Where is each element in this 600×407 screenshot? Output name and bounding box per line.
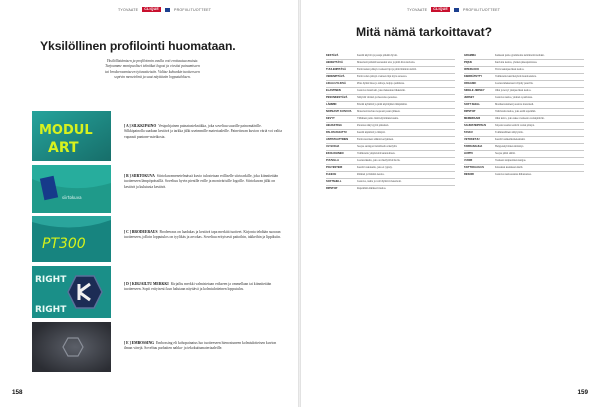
method-d-text: Kirjailtu merkki valmistetaan erikseen ja ommellaan tai kiinnitetään tuotteeseen. Sopii erityisesti kun halutaan näyttävä ja kolmiulotteinen lopputulos. <box>124 282 272 292</box>
glossary-term: RIPSTOP <box>326 187 338 190</box>
glossary-term: LIKAA HYLKIVÄ <box>326 82 346 85</box>
glossary-definition: Pinta hylkii likaa ja tahroja, helppo puhdistaa. <box>357 82 405 85</box>
method-e-label: [ E ] EMBOSSING <box>124 341 155 345</box>
glossary-term: PALOSUOJATTU <box>326 131 347 134</box>
glossary-entry <box>464 59 584 66</box>
glossary-definition: Kestävä sulkemismekanismi. <box>495 138 526 141</box>
glossary-definition: Teipatut saumat estävät veden pääsyn. <box>495 124 535 127</box>
left-page-number: 158 <box>12 389 23 396</box>
glossary-term: TUULENPITÄVÄ <box>326 68 347 71</box>
glossary-term: SOFT SHELL <box>464 103 481 106</box>
glossary-definition: Ohut kalvo, joka tekee vaatteesta vedenpitävän. <box>495 117 545 120</box>
patch-word-top: RIGHT <box>35 275 67 285</box>
glossary-term: KEVYT <box>326 117 335 120</box>
glossary-definition: Joustava neulosreunus hihansuissa. <box>495 173 532 176</box>
glossary-term: SINGLE JERSEY <box>464 89 485 92</box>
glossary-entry <box>464 143 584 150</box>
glossary-term: VUORI <box>464 159 473 162</box>
glossary-definition: Luonnonmukaisesti viljelty puuvilla. <box>495 82 534 85</box>
glossary-entry <box>326 178 455 185</box>
patch-word-bottom: RIGHT <box>35 305 67 315</box>
method-a-description <box>124 124 282 140</box>
glossary-term: FLEECE <box>326 173 337 176</box>
glossary-definition: Monikerroksinen joustava materiaali. <box>495 103 534 106</box>
right-header-logo: CLIQUE <box>433 7 449 11</box>
glossary-entry <box>326 87 455 94</box>
glossary-term: MEMBRAANI <box>464 117 481 120</box>
glossary-definition: Vaatteen sisäpuolinen kangas. <box>495 159 527 162</box>
glossary-term: JERSEY <box>464 96 475 99</box>
glossary-entry <box>464 66 584 73</box>
glossary-definition: Joustava materiaali, joka mukautuu liikkeisiin. <box>357 89 406 92</box>
intro-line: tai brodeeraamiseen työvaatteisiin. Valitse kuhunkin tuotteeseen <box>105 69 200 74</box>
glossary-entry <box>326 171 455 178</box>
glossary-definition: Vahvistettu kudos, joka estää repeämiä. <box>495 110 536 113</box>
glossary-definition: Kestää käyttöä ja pesuja pitkään hyvin. <box>357 54 398 57</box>
method-b-label: [ B ] SIIRTOKUVA <box>124 174 155 178</box>
glossary-entry <box>464 164 584 171</box>
glossary-term: EKOLOGINEN <box>326 152 344 155</box>
glossary-term: TAITTOKAULUS <box>464 166 484 169</box>
glossary-entry <box>464 87 584 94</box>
transfer-text: siirtokuva <box>62 195 82 200</box>
method-e-text: Embossing eli kohopainatus luo tuotteeseen hienostuneen kolmiulotteisen kuvion ilman värejä. Soveltuu parhaiten nahka- ja tekokuitumateriaaleille. <box>124 341 277 351</box>
glossary-term: PESUNKESTÄVÄ <box>326 96 348 99</box>
glossary-entry <box>464 73 584 80</box>
glossary-entry <box>326 66 455 73</box>
glossary-entry <box>326 136 455 143</box>
pt300-text: PT300 <box>42 236 86 252</box>
method-a-text: Vesipohjainen painatustekniikka, joka soveltuu suurille painomäärille. Silkkipainolla saadaan kestävä ja tarkka jälki useimmille materiaaleille. Painettavan kuvion väriä voi valita vapaasti pantone-asteikosta. <box>124 124 282 139</box>
glossary-term: SAUMATEIPPAUS <box>464 124 487 127</box>
glossary-definition: Suojaa päätä säältä. <box>495 152 516 155</box>
glossary-entry <box>464 136 584 143</box>
glossary-entry <box>326 59 455 66</box>
glossary-term: TASKU <box>464 131 473 134</box>
glossary-definition: Tiivis kaksipuolinen neulos. <box>495 68 525 71</box>
right-header-brand: TYOVAATE <box>407 7 428 12</box>
transfer-thumb <box>32 165 111 213</box>
left-running-header <box>118 7 211 12</box>
intro-line: Yksilöllistämisen ja profiloinnin avulla voit erottautua muista. <box>106 59 199 63</box>
glossary-definition: Estää tuulen pääsyn vaatteen läpi ja pitää lämmön sisällä. <box>357 68 417 71</box>
glossary-term: VETOKETJU <box>464 138 480 141</box>
method-c-label: [ C ] BRODEERAUS <box>124 230 158 234</box>
glossary-entry <box>326 73 455 80</box>
glossary-entry <box>326 101 455 108</box>
emboss-thumb <box>32 322 111 372</box>
glossary-entry <box>326 164 455 171</box>
left-header-logo: CLIQUE <box>144 7 160 11</box>
glossary-definition: Valmistettu kierrätetyistä materiaaleista. <box>495 75 537 78</box>
intro-text <box>60 59 245 81</box>
glossary-term: POLYESTERI <box>326 166 343 169</box>
glossary-entry <box>326 108 455 115</box>
right-page-number: 159 <box>577 389 588 396</box>
glossary-term: RESORI <box>464 173 474 176</box>
page-title: Yksilöllinen profilointi huomataan. <box>40 39 236 53</box>
glossary-definition: Valmistettu ympäristöä kunnioittaen. <box>357 152 396 155</box>
glossary-definition: Vähäinen paino lisää käyttömukavuutta. <box>357 117 399 120</box>
glossary-definition: Pehmeä ja lämmin neulos. <box>357 173 385 176</box>
right-header-section: PROFIILITUOTTEET <box>463 7 501 12</box>
method-c-text: Brodeeraus on laadukas ja kestävä tapa merkitä tuotteet. Kirjonta tehdään suoraan tuotteeseen, jolloin lopputulos on tyylikäs ja arvokas. Soveltuu erityisesti paitoihin, takkeihin ja lippiksiin. <box>124 230 281 240</box>
patch-thumb <box>32 266 111 318</box>
glossary-term: HUPPU <box>464 152 474 155</box>
glossary-term: KIERRÄTETTY <box>464 75 483 78</box>
glossary-term: UV-SUOJA <box>326 145 340 148</box>
glossary-entry <box>464 171 584 178</box>
glossary-term: PUUVILLA <box>326 159 339 162</box>
glossary-term: ELASTINEN <box>326 89 341 92</box>
glossary-definition: Suojaa auringon haitalliselta säteilyltä. <box>357 145 398 148</box>
glossary-entry <box>464 80 584 87</box>
method-e-description <box>124 341 282 352</box>
glossary-entry <box>464 94 584 101</box>
glossary-definition: Parantaa näkyvyyttä pimeässä. <box>357 124 389 127</box>
glossary-term: TARRANAUHA <box>464 145 483 148</box>
modul-art-thumb <box>32 111 111 161</box>
glossary-definition: Repeämää ehkäisevä kudos. <box>357 187 387 190</box>
glossary-column-1 <box>326 53 455 192</box>
flag-icon <box>454 8 459 12</box>
intro-line: sopivin menetelmä ja saat näyttävän lopputuloksen. <box>114 75 191 80</box>
glossary-definition: Estää staattisen sähkön kertymisen. <box>357 138 394 141</box>
glossary-definition: Toiminnallinen säilytystila. <box>495 131 524 134</box>
glossary-definition: Säilyttää värinsä ja muotonsa pesuissa. <box>357 96 398 99</box>
right-running-header <box>407 7 500 12</box>
glossary-definition: Estää veden pääsyn vaatteen läpi myös sateessa. <box>357 75 408 78</box>
glossary-term: PIQUE <box>464 61 473 64</box>
left-header-section: PROFIILITUOTTEET <box>174 7 212 12</box>
glossary-definition: Kankaan paino grammoina neliömetriä kohden. <box>495 54 545 57</box>
left-page <box>0 0 299 407</box>
method-a-label: [ A ] SILKKIPAINO <box>124 124 157 128</box>
glossary-term: RIPSTOP <box>464 110 476 113</box>
glossary-definition: Ohut ja kevyt yksipuolinen neulos. <box>495 89 532 92</box>
glossary-term: VEDENPITÄVÄ <box>326 75 345 78</box>
glossary-term: LÄMMIN <box>326 103 337 106</box>
glossary-definition: Joustava, tuulta ja vettä hylkivä materiaali. <box>357 180 402 183</box>
glossary-entry <box>326 122 455 129</box>
glossary-entry <box>464 101 584 108</box>
glossary-column-2 <box>464 53 584 178</box>
glossary-entry <box>464 115 584 122</box>
glossary-definition: Kestävä tekokuitu, joka ei rypisty. <box>357 166 393 169</box>
left-header-brand: TYOVAATE <box>118 7 139 12</box>
glossary-term: KESTÄVÄ <box>326 54 339 57</box>
glossary-definition: Kestää kipinöitä ja lämpöä. <box>357 131 386 134</box>
glossary-term: INTERLOCK <box>464 68 480 71</box>
glossary-entry <box>326 115 455 122</box>
glossary-definition: Materiaali kuivuu nopeasti pesun jälkeen. <box>357 110 401 113</box>
glossary-term: ORGANIC <box>464 82 477 85</box>
glossary-term: GRAMMA <box>464 54 476 57</box>
glossary-definition: Luonnonkuitu, joka on miellyttävä iholla. <box>357 159 401 162</box>
method-b-description <box>124 174 282 190</box>
glossary-entry <box>326 80 455 87</box>
glossary-entry <box>464 122 584 129</box>
glossary-title: Mitä nämä tarkoittavat? <box>356 25 493 39</box>
glossary-entry <box>326 129 455 136</box>
glossary-definition: Materiaali päästää kosteuden ulos ja pitää ihon kuivana. <box>357 61 416 64</box>
method-b-text: Siirtokuvamenetelmässä kuvio tulostetaan erilliselle siirtoarkille, joka kiinnitetään tuotteeseen lämpöprässillä. Soveltuu hyvin pienille erille ja monivärisille logoille. Siirtokuvan jälki on kestävä ja kulutusta kestävä. <box>124 174 279 189</box>
glossary-entry <box>326 94 455 101</box>
glossary-definition: Klassinen kauluksen malli. <box>495 166 524 169</box>
glossary-term: NOPEASTI KUIVUVA <box>326 110 352 113</box>
glossary-entry <box>464 150 584 157</box>
glossary-definition: Joustava neulos, yleinen t-paidoissa. <box>495 96 533 99</box>
glossary-entry <box>464 157 584 164</box>
art-text: ART <box>48 140 79 156</box>
modul-text: MODUL <box>39 123 93 138</box>
glossary-entry <box>326 150 455 157</box>
flag-icon <box>165 8 170 12</box>
glossary-entry <box>326 185 455 192</box>
embroidery-thumb <box>32 216 111 262</box>
glossary-definition: Kuvioitu neulos, yleinen pikeepaidoissa. <box>495 61 538 64</box>
glossary-term: HENGITTÄVÄ <box>326 61 343 64</box>
method-c-description <box>124 230 282 241</box>
glossary-entry <box>326 143 455 150</box>
glossary-definition: Helppokäyttöinen kiinnitys. <box>495 145 524 148</box>
method-d-description <box>124 282 282 293</box>
glossary-term: ANTISTAATTINEN <box>326 138 349 141</box>
intro-line: Tarjoamme monipuoliset tekniikat logosi ja viestisi painamiseen <box>105 64 200 69</box>
glossary-entry <box>464 53 584 59</box>
glossary-entry <box>326 157 455 164</box>
glossary-entry <box>326 53 455 59</box>
glossary-entry <box>464 108 584 115</box>
glossary-entry <box>464 129 584 136</box>
glossary-term: SOFTSHELL <box>326 180 342 183</box>
method-d-label: [ D ] KIRJAILTU MERKKI <box>124 282 169 286</box>
glossary-definition: Eristää kylmältä ja pitää käyttäjänsä lämpimänä. <box>357 103 408 106</box>
glossary-term: HEIJASTAVA <box>326 124 342 127</box>
